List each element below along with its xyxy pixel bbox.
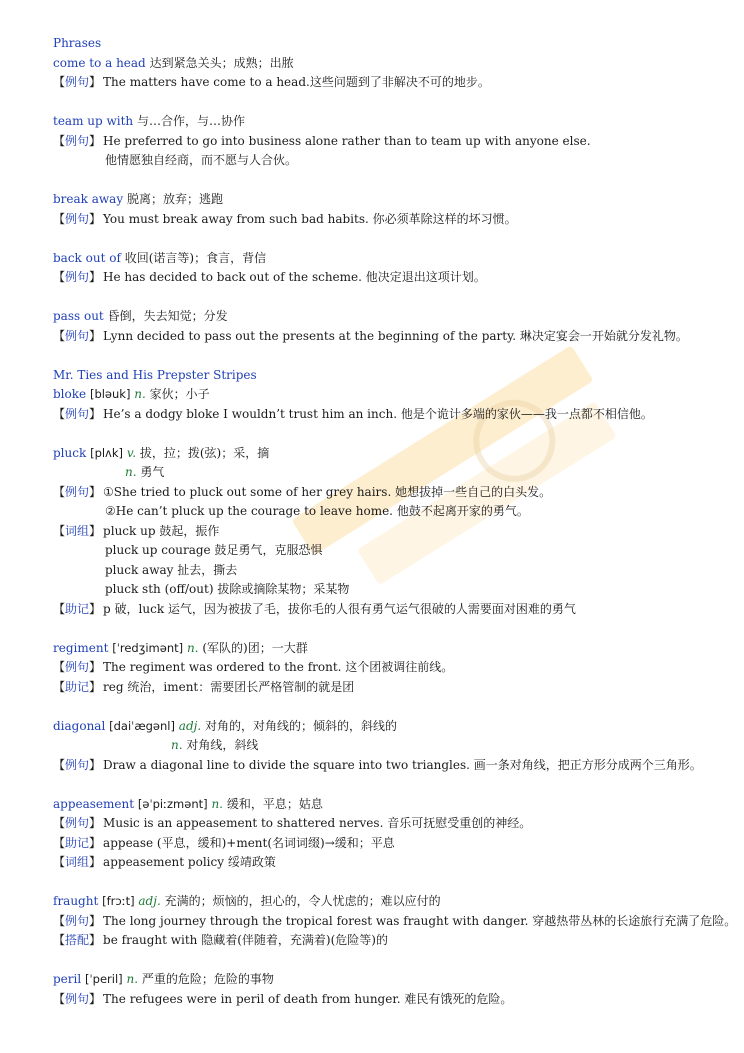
phrase-term: come to a head xyxy=(53,55,146,70)
word-meaning: 勇气 xyxy=(140,465,165,479)
phrase-group-line xyxy=(53,522,713,542)
phrase-entry xyxy=(53,112,713,132)
word-entry-appeasement xyxy=(53,795,713,815)
example-tag: 【例句】 xyxy=(53,211,102,226)
group-text: pluck up 鼓起，振作 xyxy=(103,523,220,538)
phrase-entry xyxy=(53,307,713,327)
word-meaning: 拔，拉；拨(弦)；采，摘 xyxy=(139,445,270,460)
word-meaning: 严重的危险；危险的事物 xyxy=(141,972,274,986)
part-of-speech: n. xyxy=(171,738,183,752)
headword: peril xyxy=(53,972,82,986)
word-entry-bloke xyxy=(53,385,713,405)
example-line xyxy=(53,268,713,288)
section-heading-words: Mr. Ties and His Prepster Stripes xyxy=(53,367,257,382)
example-tag: 【例句】 xyxy=(53,270,102,284)
group-text: pluck away 扯去，撕去 xyxy=(105,562,238,577)
example-text: Draw a diagonal line to divide the square into two triangles. 画一条对角线，把正方形分成两个三角形。 xyxy=(103,757,702,772)
example-text: He’s a dodgy bloke I wouldn’t trust him an inch. 他是个诡计多端的家伙——我一点都不相信他。 xyxy=(103,406,653,421)
phrase-group-tag: 【词组】 xyxy=(53,855,102,869)
phonetic: [əˈpiːzmənt] xyxy=(137,796,208,811)
mnemonic-line xyxy=(53,678,713,698)
collocation-line xyxy=(53,931,713,951)
example-tag: 【例句】 xyxy=(53,757,102,772)
phrase-meaning: 达到紧急关头；成熟；出脓 xyxy=(149,55,294,70)
part-of-speech: n. xyxy=(186,640,199,655)
mnemonic-text: appease (平息，缓和)+ment(名词词缀)→缓和；平息 xyxy=(103,835,395,850)
document-page xyxy=(53,34,737,1009)
example-tag: 【例句】 xyxy=(53,75,102,89)
word-meaning: 充满的；烦恼的，担心的，令人忧虑的；难以应付的 xyxy=(164,894,441,908)
phonetic: [plʌk] xyxy=(90,445,124,460)
group-text: pluck up courage 鼓足勇气，克服恐惧 xyxy=(105,543,323,557)
example-line xyxy=(53,756,713,776)
mnemonic-line xyxy=(53,834,713,854)
part-of-speech: adj. xyxy=(138,894,161,908)
phrase-term: break away xyxy=(53,192,124,206)
example-text: He preferred to go into business alone rather than to team up with anyone else. xyxy=(103,133,591,148)
phonetic: [ˈperil] xyxy=(85,972,123,986)
mnemonic-tag: 【助记】 xyxy=(53,601,102,616)
headword: appeasement xyxy=(53,796,135,811)
example-text: The matters have come to a head.这些问题到了非解决不可的地步。 xyxy=(103,75,490,89)
example-line xyxy=(53,405,713,425)
example-text: ①She tried to pluck out some of her grey hairs. 她想拔掉一些自己的白头发。 xyxy=(103,484,552,499)
phrase-meaning: 昏倒，失去知觉；分发 xyxy=(107,309,228,323)
word-meaning: 家伙；小子 xyxy=(149,387,210,401)
example-text: The regiment was ordered to the front. 这个团被调往前线。 xyxy=(103,660,454,674)
collocation-tag: 【搭配】 xyxy=(53,933,102,947)
example-tag: 【例句】 xyxy=(53,816,102,830)
word-meaning: (军队的)团；一大群 xyxy=(202,640,308,655)
mnemonic-line xyxy=(53,600,713,620)
word-sense-2 xyxy=(53,736,713,756)
example-text: Lynn decided to pass out the presents at the beginning of the party. 琳决定宴会一开始就分发礼物。 xyxy=(103,328,688,343)
phrase-term: back out of xyxy=(53,250,121,265)
part-of-speech: n. xyxy=(134,387,146,401)
word-entry-peril xyxy=(53,970,713,990)
headword: pluck xyxy=(53,445,87,460)
word-entry-pluck xyxy=(53,444,713,464)
collocation-text: be fraught with 隐藏着(伴随着，充满着)(危险等)的 xyxy=(103,933,388,947)
headword: fraught xyxy=(53,894,99,908)
headword: regiment xyxy=(53,640,109,655)
phonetic: [ˈredʒimənt] xyxy=(112,640,184,655)
phrase-term: pass out xyxy=(53,309,104,323)
group-text: pluck sth (off/out) 拔除或摘除某物；采某物 xyxy=(105,582,350,596)
part-of-speech: n. xyxy=(125,465,137,479)
example-line xyxy=(53,814,713,834)
example-text: Music is an appeasement to shattered nerves. 音乐可抚慰受重创的神经。 xyxy=(103,816,532,830)
word-entry-diagonal xyxy=(53,717,713,737)
example-tag: 【例句】 xyxy=(53,484,102,499)
example-line xyxy=(53,483,713,503)
example-line xyxy=(53,327,713,347)
phrase-meaning: 与…合作，与…协作 xyxy=(136,114,245,128)
example-text: The refugees were in peril of death from hunger. 难民有饿死的危险。 xyxy=(103,991,513,1006)
group-text: appeasement policy 绥靖政策 xyxy=(103,855,276,869)
phonetic: [frɔːt] xyxy=(102,894,135,908)
phonetic: [daiˈægənl] xyxy=(109,718,175,733)
example-line xyxy=(53,73,713,93)
part-of-speech: v. xyxy=(126,445,137,460)
example-text: ②He can’t pluck up the courage to leave home. 他鼓不起离开家的勇气。 xyxy=(105,504,529,518)
word-sense-2 xyxy=(53,463,713,483)
headword: bloke xyxy=(53,387,87,401)
part-of-speech: n. xyxy=(211,796,223,811)
word-entry-regiment xyxy=(53,639,713,659)
example-line xyxy=(53,658,713,678)
example-tag: 【例句】 xyxy=(53,406,102,421)
phrase-meaning: 脱离；放弃；逃跑 xyxy=(126,192,223,206)
word-entry-fraught xyxy=(53,892,713,912)
example-line xyxy=(53,912,737,932)
phrase-entry xyxy=(53,249,713,269)
example-tag: 【例句】 xyxy=(53,991,102,1006)
mnemonic-tag: 【助记】 xyxy=(53,679,102,694)
example-tag: 【例句】 xyxy=(53,660,102,674)
example-line xyxy=(53,132,713,152)
phrase-group-tag: 【词组】 xyxy=(53,523,102,538)
example-text: The long journey through the tropical forest was fraught with danger. 穿越热带丛林的长途旅行充满了危险。 xyxy=(103,913,737,928)
headword: diagonal xyxy=(53,718,106,733)
example-line xyxy=(53,990,713,1010)
example-text: He has decided to back out of the scheme. 他决定退出这项计划。 xyxy=(103,270,486,284)
example-tag: 【例句】 xyxy=(53,133,102,148)
example-translation: 他情愿独自经商，而不愿与人合伙。 xyxy=(105,153,298,167)
section-heading-phrases: Phrases xyxy=(53,36,102,50)
phrase-group-line xyxy=(53,853,713,873)
mnemonic-text: reg 统治，iment：需要团长严格管制的就是团 xyxy=(103,679,355,694)
phrase-meaning: 收回(诺言等)；食言，背信 xyxy=(124,250,267,265)
example-tag: 【例句】 xyxy=(53,913,102,928)
phonetic: [bləuk] xyxy=(89,387,131,401)
word-meaning: 对角线，斜线 xyxy=(186,738,259,752)
example-text: You must break away from such bad habits. 你必须革除这样的坏习惯。 xyxy=(103,211,517,226)
example-tag: 【例句】 xyxy=(53,328,102,343)
phrase-entry xyxy=(53,54,713,74)
phrase-entry xyxy=(53,190,713,210)
mnemonic-text: p 破，luck 运气，因为被拔了毛，拔你毛的人很有勇气运气很破的人需要面对困难的勇气 xyxy=(103,601,576,616)
example-line xyxy=(53,210,713,230)
mnemonic-tag: 【助记】 xyxy=(53,835,102,850)
word-meaning: 对角的，对角线的；倾斜的，斜线的 xyxy=(205,718,398,733)
word-meaning: 缓和，平息；姑息 xyxy=(226,796,323,811)
part-of-speech: n. xyxy=(126,972,139,986)
phrase-term: team up with xyxy=(53,114,134,128)
part-of-speech: adj. xyxy=(178,718,202,733)
